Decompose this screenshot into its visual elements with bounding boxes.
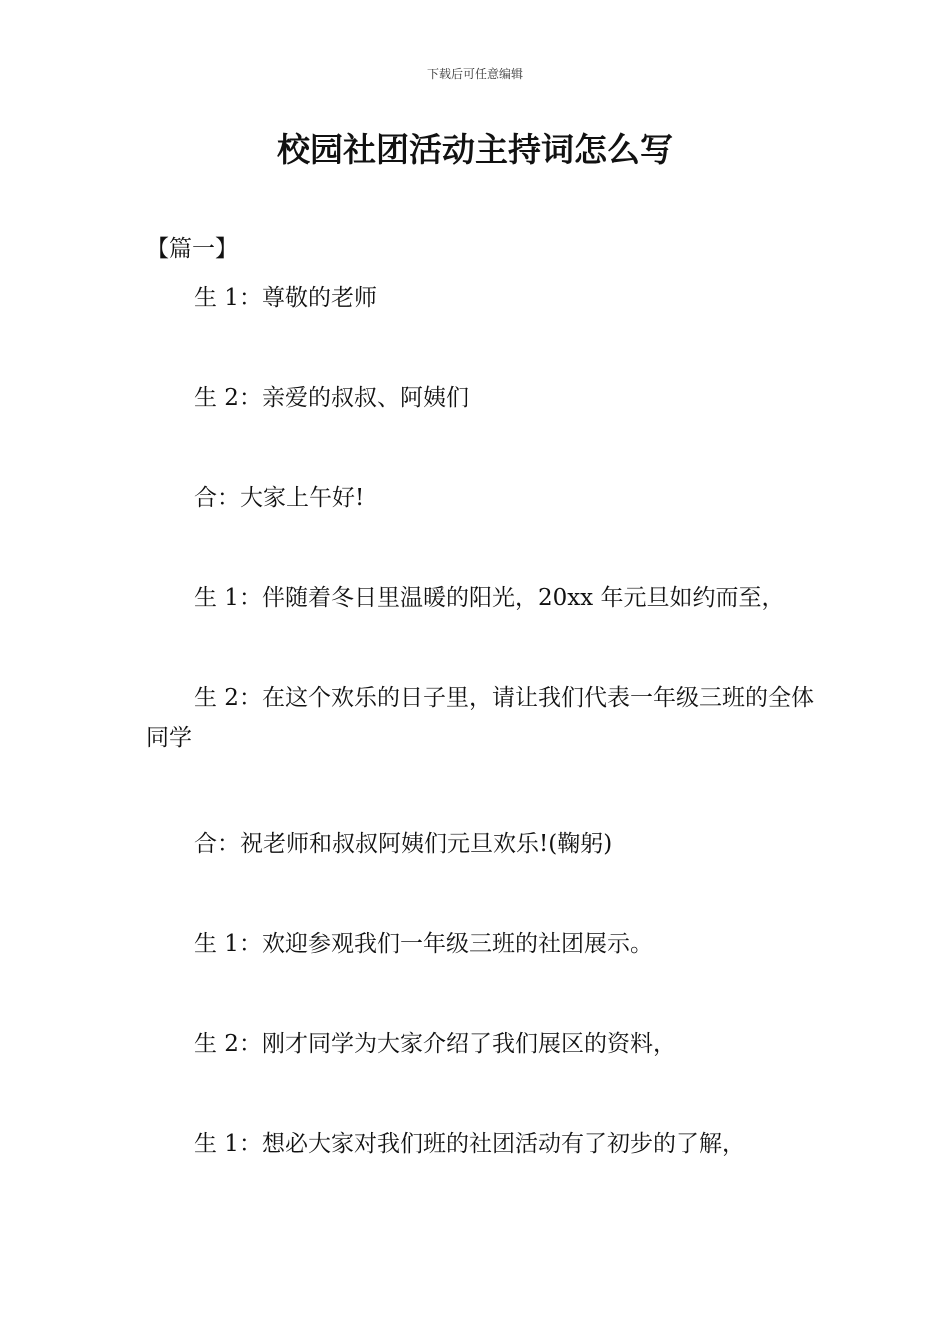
dialogue-line: 合：祝老师和叔叔阿姨们元旦欢乐!(鞠躬)	[194, 831, 613, 857]
dialogue-line: 生 2：刚才同学为大家介绍了我们展区的资料，	[194, 1031, 676, 1057]
dialogue-line: 生 2：在这个欢乐的日子里，请让我们代表一年级三班的全体同学	[146, 685, 814, 751]
dialogue-line: 生 1：尊敬的老师	[194, 285, 377, 311]
dialogue-line: 合：大家上午好!	[194, 485, 365, 511]
dialogue-line: 生 1：想必大家对我们班的社团活动有了初步的了解，	[194, 1131, 745, 1157]
dialogue-line: 生 1：欢迎参观我们一年级三班的社团展示。	[194, 931, 653, 957]
section-heading: 【篇一】	[146, 236, 238, 262]
document-title: 校园社团活动主持词怎么写	[277, 130, 673, 169]
page-header-note: 下载后可任意编辑	[426, 67, 523, 81]
dialogue-line: 生 2：亲爱的叔叔、阿姨们	[194, 385, 469, 411]
dialogue-line: 生 1：伴随着冬日里温暖的阳光，20xx 年元旦如约而至，	[194, 585, 785, 611]
